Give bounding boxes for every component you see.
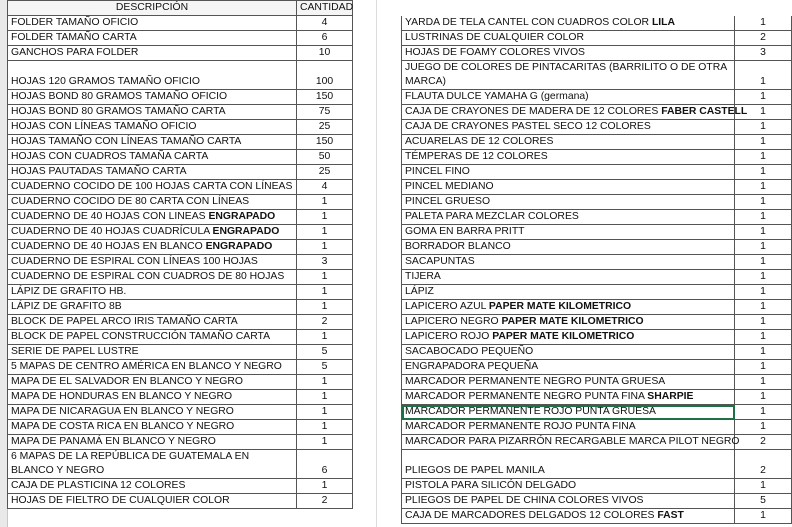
description-text: CAJA DE CRAYONES DE MADERA DE 12 COLORES [405,106,662,117]
description-cell[interactable] [402,435,740,450]
description-cell[interactable] [8,105,297,120]
quantity-cell[interactable]: 5 [297,360,353,375]
brand-text: PAPER MATE KILOMETRICO [488,301,632,312]
quantity-cell[interactable]: 1 [297,225,353,240]
description-text: GANCHOS PARA FOLDER [11,47,139,58]
description-text: MAPA DE PANAMÁ EN BLANCO Y NEGRO [11,436,216,447]
quantity-cell[interactable]: 3 [735,46,792,61]
quantity-cell[interactable]: 1 [735,165,792,180]
table-row [402,105,792,120]
description-text: GOMA EN BARRA PRITT [405,226,525,237]
description-cell[interactable] [8,135,297,150]
table-row [8,494,353,509]
description-cell[interactable] [8,405,297,420]
description-text: FLAUTA DULCE YAMAHA G (germana) [405,91,589,102]
table-row [8,285,353,300]
table-row [402,165,792,180]
table-row [402,509,792,524]
description-cell[interactable] [8,240,297,255]
brand-text: SHARPIE [647,391,694,402]
quantity-cell[interactable]: 1 [735,300,792,315]
quantity-cell[interactable]: 1 [735,345,792,360]
description-text: ENGRAPADORA PEQUEÑA [405,361,539,372]
description-cell[interactable] [402,494,735,509]
quantity-cell[interactable]: 2 [735,31,792,46]
description-text: CAJA DE CRAYONES PASTEL SECO 12 COLORES [405,121,651,132]
quantity-cell[interactable]: 1 [735,120,792,135]
description-cell[interactable] [8,90,297,105]
quantity-cell[interactable]: 1 [735,210,792,225]
description-text: PINCEL GRUESO [405,196,491,207]
description-cell[interactable] [402,31,735,46]
description-text: HOJAS PAUTADAS TAMAÑO CARTA [11,166,187,177]
description-cell[interactable] [402,240,735,255]
table-row [8,150,353,165]
quantity-cell[interactable]: 6 [297,450,353,479]
description-text: PLIEGOS DE PAPEL MANILA [405,465,545,476]
description-cell[interactable] [8,195,297,210]
table-row [402,225,792,240]
description-cell[interactable] [402,479,735,494]
brand-text: LILA [651,17,676,28]
cell[interactable] [402,1,735,16]
description-cell[interactable] [8,165,297,180]
quantity-cell[interactable]: 1 [735,61,792,90]
quantity-cell[interactable]: 25 [297,120,353,135]
description-text: CUADERNO COCIDO DE 100 HOJAS CARTA CON LÍNEAS [11,181,293,192]
table-row [8,375,353,390]
table-row [8,180,353,195]
table-row [8,360,353,375]
description-cell[interactable] [402,450,735,479]
description-cell[interactable] [8,120,297,135]
quantity-cell[interactable]: 1 [735,390,792,405]
description-cell[interactable] [402,105,748,120]
cell[interactable] [735,1,792,16]
quantity-cell[interactable]: 1 [735,180,792,195]
description-cell[interactable] [402,46,735,61]
description-cell[interactable] [402,61,735,90]
quantity-cell[interactable]: 5 [297,345,353,360]
table-row [8,240,353,255]
description-cell[interactable] [8,375,297,390]
quantity-cell[interactable]: 1 [297,435,353,450]
table-row [402,330,792,345]
table-row [8,270,353,285]
description-cell[interactable] [8,270,297,285]
description-cell[interactable] [8,450,297,479]
description-text: CUADERNO DE 40 HOJAS CON LINEAS [11,211,209,222]
table-row [8,210,353,225]
description-text: HOJAS DE FOAMY COLORES VIVOS [405,47,585,58]
quantity-cell[interactable]: 1 [735,285,792,300]
quantity-cell[interactable]: 1 [735,375,792,390]
table-row [402,210,792,225]
description-cell[interactable] [402,180,735,195]
quantity-cell[interactable]: 1 [735,150,792,165]
description-cell[interactable] [402,420,735,435]
description-cell[interactable] [402,270,735,285]
quantity-cell[interactable]: 1 [735,315,792,330]
table-row [8,225,353,240]
description-text: LAPICERO ROJO [405,331,493,342]
quantity-cell[interactable]: 1 [735,479,792,494]
description-text: HOJAS CON CUADROS TAMAÑA CARTA [11,151,209,162]
table-row [402,420,792,435]
description-cell[interactable] [8,345,297,360]
quantity-cell[interactable]: 2 [297,494,353,509]
table-row [8,195,353,210]
description-cell[interactable] [402,16,735,31]
description-text: FOLDER TAMAÑO CARTA [11,32,137,43]
description-text: MAPA DE HONDURAS EN BLANCO Y NEGRO [11,391,233,402]
quantity-cell[interactable]: 1 [735,240,792,255]
table-row [402,479,792,494]
quantity-cell[interactable]: 1 [735,90,792,105]
quantity-cell[interactable]: 1 [735,195,792,210]
quantity-cell[interactable]: 4 [297,180,353,195]
description-cell[interactable] [402,405,735,420]
description-text: ACUARELAS DE 12 COLORES [405,136,554,147]
description-text: HOJAS DE FIELTRO DE CUALQUIER COLOR [11,495,230,506]
description-text: MAPA DE COSTA RICA EN BLANCO Y NEGRO [11,421,235,432]
quantity-cell[interactable]: 1 [735,330,792,345]
table-row [402,450,792,479]
description-text: CAJA DE MARCADORES DELGADOS 12 COLORES [405,510,658,521]
description-text: JUEGO DE COLORES DE PINTACARITAS (BARRILITO O DE OTRA MARCA) [405,62,727,87]
quantity-cell[interactable]: 1 [297,390,353,405]
table-row [402,360,792,375]
description-text: MARCADOR PERMANENTE NEGRO PUNTA FINA [405,391,648,402]
table-row [402,240,792,255]
description-cell[interactable] [8,150,297,165]
header-cantidad[interactable]: CANTIDAD [297,1,353,16]
description-text: CAJA DE PLASTICINA 12 COLORES [11,480,186,491]
description-cell[interactable] [402,360,735,375]
header-descripcion[interactable]: DESCRIPCIÓN [8,1,297,16]
table-row [402,270,792,285]
description-text: SERIE DE PAPEL LUSTRE [11,346,139,357]
description-text: MAPA DE EL SALVADOR EN BLANCO Y NEGRO [11,376,243,387]
description-text: MARCADOR PERMANENTE ROJO PUNTA GRUESA [405,406,656,417]
quantity-cell[interactable]: 1 [297,195,353,210]
description-text: FOLDER TAMAÑO OFICIO [11,17,139,28]
description-text: LAPICERO NEGRO [405,316,502,327]
description-cell[interactable] [8,494,297,509]
table-row [402,150,792,165]
description-cell[interactable] [402,345,735,360]
table-row [402,61,792,90]
description-cell[interactable] [8,479,297,494]
description-text: MARCADOR PARA PIZARRÓN RECARGABLE MARCA PILOT NEGRO [405,436,740,447]
description-text: PINCEL MEDIANO [405,181,494,192]
description-text: MARCADOR PERMANENTE ROJO PUNTA FINA [405,421,636,432]
table-row [402,180,792,195]
description-cell[interactable] [8,435,297,450]
description-cell[interactable] [8,31,297,46]
table-row [8,420,353,435]
table-row [402,300,792,315]
table-row [402,375,792,390]
quantity-cell[interactable]: 1 [297,300,353,315]
quantity-cell[interactable]: 2 [297,315,353,330]
description-cell[interactable] [8,285,297,300]
quantity-cell[interactable]: 5 [735,494,792,509]
description-cell[interactable] [8,390,297,405]
description-cell[interactable] [402,375,735,390]
table-row [402,46,792,61]
quantity-cell[interactable]: 1 [735,509,792,524]
table-row [8,300,353,315]
description-cell[interactable] [8,330,297,345]
description-text: HOJAS TAMAÑO CON LÍNEAS TAMAÑO CARTA [11,136,242,147]
quantity-cell[interactable]: 50 [297,150,353,165]
table-row [402,285,792,300]
table-row [8,46,353,61]
description-text: BLOCK DE PAPEL CONSTRUCCIÓN TAMAÑO CARTA [11,331,271,342]
table-row [402,345,792,360]
table-row [402,405,792,420]
description-cell[interactable] [8,420,297,435]
quantity-cell[interactable]: 2 [735,435,792,450]
table-row [8,315,353,330]
table-row [8,345,353,360]
description-text: HOJAS CON LÍNEAS TAMAÑO OFICIO [11,121,197,132]
brand-text: PAPER MATE KILOMETRICO [501,316,644,327]
description-cell[interactable] [8,16,297,31]
description-text: HOJAS 120 GRAMOS TAMAÑO OFICIO [11,76,200,87]
table-row [402,16,792,31]
description-cell[interactable] [8,225,297,240]
description-text: BLOCK DE PAPEL ARCO IRIS TAMAÑO CARTA [11,316,238,327]
table-row [8,435,353,450]
description-text: LÁPIZ DE GRAFITO 8B [11,301,122,312]
quantity-cell[interactable]: 1 [735,360,792,375]
quantity-cell[interactable]: 1 [297,285,353,300]
description-text: PLIEGOS DE PAPEL DE CHINA COLORES VIVOS [405,495,644,506]
description-text: PISTOLA PARA SILICÓN DELGADO [405,480,577,491]
table-row [402,135,792,150]
gridline [376,0,377,527]
description-cell[interactable] [402,509,735,524]
description-text: CUADERNO DE ESPIRAL CON CUADROS DE 80 HOJAS [11,271,285,282]
quantity-cell[interactable]: 1 [735,16,792,31]
quantity-cell[interactable]: 1 [735,420,792,435]
table-row [402,255,792,270]
header-row [8,1,353,16]
quantity-cell[interactable]: 1 [735,225,792,240]
quantity-cell[interactable]: 1 [297,375,353,390]
quantity-cell[interactable]: 1 [297,330,353,345]
table-row [402,90,792,105]
description-cell[interactable] [402,330,735,345]
table-row [8,105,353,120]
table-row [8,255,353,270]
quantity-cell[interactable]: 1 [297,240,353,255]
quantity-cell[interactable]: 100 [297,61,353,90]
table-row [8,16,353,31]
description-text: SACAPUNTAS [405,256,475,267]
description-text: TÉMPERAS DE 12 COLORES [405,151,548,162]
quantity-cell[interactable]: 1 [735,405,792,420]
table-row [8,120,353,135]
quantity-cell[interactable]: 10 [297,46,353,61]
description-cell[interactable] [402,150,735,165]
description-cell[interactable] [8,46,297,61]
description-text: SACABOCADO PEQUEÑO [405,346,534,357]
quantity-cell[interactable]: 1 [735,135,792,150]
description-text: BORRADOR BLANCO [405,241,511,252]
description-cell[interactable] [8,300,297,315]
description-text: CUADERNO DE ESPIRAL CON LÍNEAS 100 HOJAS [11,256,258,267]
table-row [8,450,353,479]
brand-text: ENGRAPADO [205,241,273,252]
description-cell[interactable] [402,135,735,150]
table-row [8,135,353,150]
description-cell[interactable] [402,315,735,330]
quantity-cell[interactable]: 2 [735,450,792,479]
description-cell[interactable] [402,300,735,315]
description-cell[interactable] [402,195,735,210]
brand-text: FAST [657,510,684,521]
description-text: CUADERNO COCIDO DE 80 CARTA CON LÍNEAS [11,196,250,207]
description-text: LÁPIZ DE GRAFITO HB. [11,286,127,297]
description-cell[interactable] [8,61,297,90]
quantity-cell[interactable]: 6 [297,31,353,46]
description-text: YARDA DE TELA CANTEL CON CUADROS COLOR [405,17,652,28]
quantity-cell[interactable]: 150 [297,135,353,150]
description-text: CUADERNO DE 40 HOJAS CUADRÍCULA [11,226,213,237]
quantity-cell[interactable]: 1 [297,479,353,494]
brand-text: ENGRAPADO [208,211,276,222]
quantity-cell[interactable]: 25 [297,165,353,180]
description-cell[interactable] [402,90,735,105]
quantity-cell[interactable]: 1 [735,270,792,285]
description-text: TIJERA [405,271,441,282]
description-cell[interactable] [402,390,735,405]
table-row [8,165,353,180]
description-text: PINCEL FINO [405,166,470,177]
description-cell[interactable] [8,315,297,330]
quantity-cell[interactable]: 1 [735,105,792,120]
quantity-cell[interactable]: 1 [297,420,353,435]
quantity-cell[interactable]: 75 [297,105,353,120]
table-row [402,31,792,46]
description-text: CUADERNO DE 40 HOJAS EN BLANCO [11,241,206,252]
description-text: HOJAS BOND 80 GRAMOS TAMAÑO OFICIO [11,91,228,102]
description-text: LUSTRINAS DE CUALQUIER COLOR [405,32,584,43]
table-row [8,330,353,345]
description-cell[interactable] [8,180,297,195]
quantity-cell[interactable]: 150 [297,90,353,105]
description-text: 5 MAPAS DE CENTRO AMÉRICA EN BLANCO Y NEGRO [11,361,282,372]
description-cell[interactable] [402,120,735,135]
description-cell[interactable] [8,360,297,375]
description-text: HOJAS BOND 80 GRAMOS TAMAÑO CARTA [11,106,226,117]
table-row [8,90,353,105]
table-row [8,61,353,90]
description-cell[interactable] [402,165,735,180]
table-row [402,494,792,509]
quantity-cell[interactable]: 1 [297,270,353,285]
brand-text: FABER CASTELL [661,106,748,117]
description-text: PALETA PARA MEZCLAR COLORES [405,211,579,222]
table-row [8,31,353,46]
quantity-cell[interactable]: 1 [297,210,353,225]
table-row [402,390,792,405]
table-row [402,195,792,210]
quantity-cell[interactable]: 1 [735,255,792,270]
description-text: LAPICERO AZUL [405,301,489,312]
description-text: 6 MAPAS DE LA REPÚBLICA DE GUATEMALA EN BLANCO Y NEGRO [11,451,250,476]
description-cell[interactable] [402,285,735,300]
description-cell[interactable] [8,255,297,270]
quantity-cell[interactable]: 3 [297,255,353,270]
description-cell[interactable] [402,210,735,225]
quantity-cell[interactable]: 1 [297,405,353,420]
description-cell[interactable] [402,225,735,240]
description-text: MARCADOR PERMANENTE NEGRO PUNTA GRUESA [405,376,666,387]
blank-row [402,1,792,16]
description-text: LÁPIZ [405,286,434,297]
table-row [402,120,792,135]
table-row [8,405,353,420]
left-table [7,0,353,509]
table-row [402,435,792,450]
description-cell[interactable] [8,210,297,225]
description-text: MAPA DE NICARAGUA EN BLANCO Y NEGRO [11,406,234,417]
table-row [8,479,353,494]
table-row [402,315,792,330]
brand-text: ENGRAPADO [212,226,280,237]
brand-text: PAPER MATE KILOMETRICO [492,331,635,342]
quantity-cell[interactable]: 4 [297,16,353,31]
right-table [401,0,792,524]
description-cell[interactable] [402,255,735,270]
table-row [8,390,353,405]
